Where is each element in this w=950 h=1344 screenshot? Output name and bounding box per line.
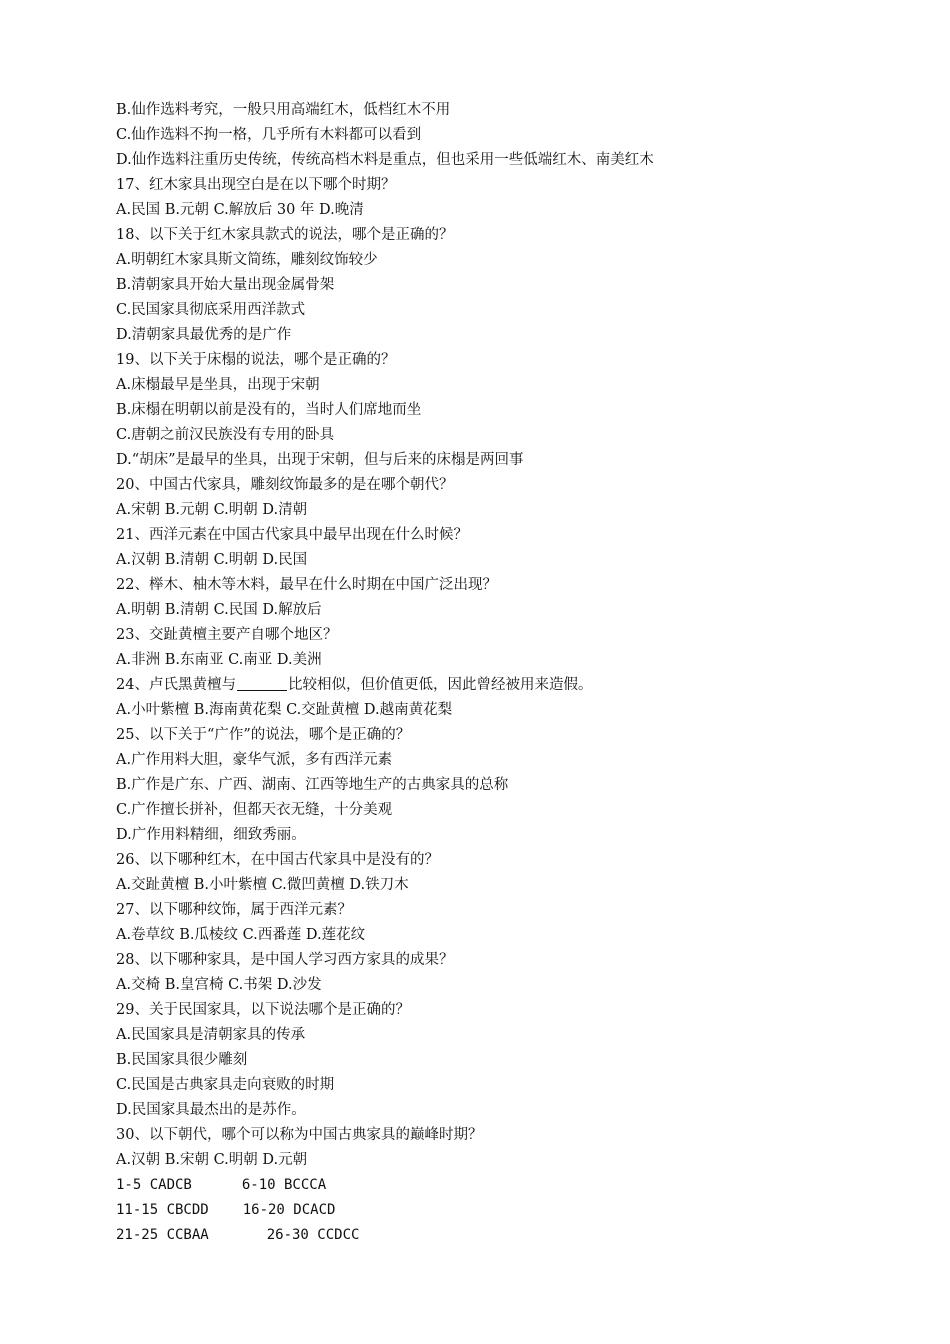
answer-key-1-5: 1-5 CADCB bbox=[116, 1177, 192, 1193]
options-22: A.明朝 B.清朝 C.民国 D.解放后 bbox=[116, 602, 322, 618]
option-18c: C.民国家具彻底采用西洋款式 bbox=[116, 302, 306, 318]
document-page bbox=[116, 98, 896, 1248]
options-24: A.小叶紫檀 B.海南黄花梨 C.交趾黄檀 D.越南黄花梨 bbox=[116, 702, 453, 718]
answer-key-16-20: 16-20 DCACD bbox=[242, 1202, 336, 1218]
options-23: A.非洲 B.东南亚 C.南亚 D.美洲 bbox=[116, 652, 322, 668]
option-25b: B.广作是广东、广西、湖南、江西等地生产的古典家具的总称 bbox=[116, 777, 509, 793]
option-19c: C.唐朝之前汉民族没有专用的卧具 bbox=[116, 427, 335, 443]
question-29: 29、关于民国家具，以下说法哪个是正确的？ bbox=[116, 1002, 410, 1018]
answer-key-row bbox=[116, 1223, 896, 1248]
option-29c: C.民国是古典家具走向衰败的时期 bbox=[116, 1077, 335, 1093]
text-line: B.仙作选料考究，一般只用高端红木，低档红木不用 bbox=[116, 102, 451, 118]
question-24-before: 24、卢氏黑黄檀与 bbox=[116, 677, 236, 693]
question-28: 28、以下哪种家具，是中国人学习西方家具的成果？ bbox=[116, 952, 454, 968]
options-27: A.卷草纹 B.瓜棱纹 C.西番莲 D.莲花纹 bbox=[116, 927, 366, 943]
option-18d: D.清朝家具最优秀的是广作 bbox=[116, 327, 292, 343]
option-25d: D.广作用料精细，细致秀丽。 bbox=[116, 827, 306, 843]
options-26: A.交趾黄檀 B.小叶紫檀 C.微凹黄檀 D.铁刀木 bbox=[116, 877, 409, 893]
option-19a: A.床榻最早是坐具，出现于宋朝 bbox=[116, 377, 320, 393]
text-line: D.仙作选料注重历史传统，传统高档木料是重点，但也采用一些低端红木、南美红木 bbox=[116, 152, 654, 168]
question-24-after: 比较相似，但价值更低，因此曾经被用来造假。 bbox=[287, 677, 593, 693]
question-19: 19、以下关于床榻的说法，哪个是正确的？ bbox=[116, 352, 396, 368]
question-20: 20、中国古代家具，雕刻纹饰最多的是在哪个朝代？ bbox=[116, 477, 454, 493]
question-25: 25、以下关于“广作”的说法，哪个是正确的？ bbox=[116, 727, 411, 743]
answer-key-row bbox=[116, 1173, 896, 1198]
answer-key-26-30: 26-30 CCDCC bbox=[266, 1227, 360, 1243]
question-30: 30、以下朝代，哪个可以称为中国古典家具的巅峰时期？ bbox=[116, 1127, 483, 1143]
fill-in-blank bbox=[237, 676, 287, 691]
question-26: 26、以下哪种红木，在中国古代家具中是没有的？ bbox=[116, 852, 439, 868]
question-27: 27、以下哪种纹饰，属于西洋元素？ bbox=[116, 902, 352, 918]
question-24 bbox=[116, 673, 896, 698]
options-21: A.汉朝 B.清朝 C.明朝 D.民国 bbox=[116, 552, 308, 568]
answer-key-11-15: 11-15 CBCDD bbox=[116, 1202, 209, 1218]
text-line: C.仙作选料不拘一格，几乎所有木料都可以看到 bbox=[116, 127, 422, 143]
option-29b: B.民国家具很少雕刻 bbox=[116, 1052, 248, 1068]
question-18: 18、以下关于红木家具款式的说法，哪个是正确的？ bbox=[116, 227, 454, 243]
answer-key-6-10: 6-10 BCCCA bbox=[241, 1177, 327, 1193]
options-30: A.汉朝 B.宋朝 C.明朝 D.元朝 bbox=[116, 1152, 308, 1168]
question-22: 22、榉木、柚木等木料，最早在什么时期在中国广泛出现？ bbox=[116, 577, 497, 593]
question-17: 17、红木家具出现空白是在以下哪个时期？ bbox=[116, 177, 396, 193]
option-19d: D.“胡床”是最早的坐具，出现于宋朝，但与后来的床榻是两回事 bbox=[116, 452, 524, 468]
question-23: 23、交趾黄檀主要产自哪个地区？ bbox=[116, 627, 338, 643]
question-21: 21、西洋元素在中国古代家具中最早出现在什么时候？ bbox=[116, 527, 468, 543]
option-18b: B.清朝家具开始大量出现金属骨架 bbox=[116, 277, 335, 293]
answer-key-row bbox=[116, 1198, 896, 1223]
option-29a: A.民国家具是清朝家具的传承 bbox=[116, 1027, 306, 1043]
options-28: A.交椅 B.皇宫椅 C.书架 D.沙发 bbox=[116, 977, 322, 993]
options-20: A.宋朝 B.元朝 C.明朝 D.清朝 bbox=[116, 502, 308, 518]
options-17: A.民国 B.元朝 C.解放后 30 年 D.晚清 bbox=[116, 202, 364, 218]
option-25c: C.广作擅长拼补，但都天衣无缝，十分美观 bbox=[116, 802, 393, 818]
option-18a: A.明朝红木家具斯文简练，雕刻纹饰较少 bbox=[116, 252, 378, 268]
answer-key-21-25: 21-25 CCBAA bbox=[116, 1227, 209, 1243]
option-29d: D.民国家具最杰出的是苏作。 bbox=[116, 1102, 306, 1118]
option-19b: B.床榻在明朝以前是没有的，当时人们席地而坐 bbox=[116, 402, 422, 418]
option-25a: A.广作用料大胆，豪华气派，多有西洋元素 bbox=[116, 752, 393, 768]
